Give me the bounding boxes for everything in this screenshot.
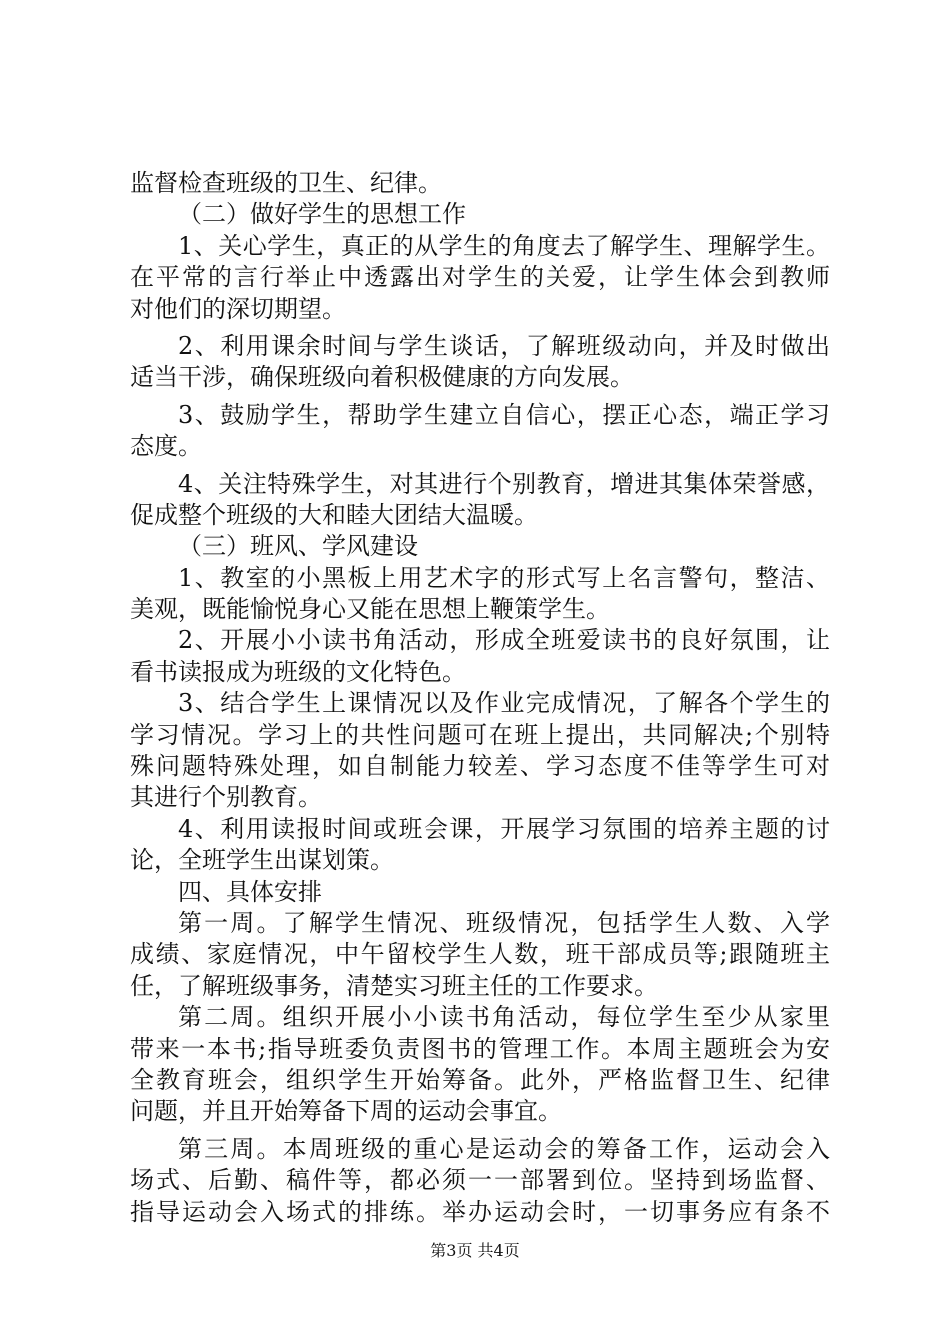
text-line: 1、关心学生，真正的从学生的角度去了解学生、理解学生。	[178, 231, 830, 260]
text-line: 第三周。本周班级的重心是运动会的筹备工作，运动会入	[178, 1134, 830, 1163]
text-line: 4、关注特殊学生，对其进行个别教育，增进其集体荣誉感，	[178, 469, 830, 498]
text-line: 3、鼓励学生，帮助学生建立自信心，摆正心态，端正学习	[178, 400, 830, 429]
text-line: 第一周。了解学生情况、班级情况，包括学生人数、入学	[178, 908, 830, 937]
text-line: 态度。	[130, 432, 202, 461]
text-line: 看书读报成为班级的文化特色。	[130, 657, 466, 686]
text-line: 4、利用读报时间或班会课，开展学习氛围的培养主题的讨	[178, 814, 830, 843]
text-line: 成绩、家庭情况，中午留校学生人数，班干部成员等;跟随班主	[130, 940, 830, 969]
text-line: 美观，既能愉悦身心又能在思想上鞭策学生。	[130, 595, 610, 624]
text-line: 全教育班会，组织学生开始筹备。此外，严格监督卫生、纪律	[130, 1065, 830, 1094]
text-line: 论，全班学生出谋划策。	[130, 846, 394, 875]
text-line: 对他们的深切期望。	[130, 294, 346, 323]
text-line: 适当干涉，确保班级向着积极健康的方向发展。	[130, 363, 634, 392]
text-line: 其进行个别教育。	[130, 783, 322, 812]
text-line: 指导运动会入场式的排练。举办运动会时，一切事务应有条不	[130, 1197, 830, 1226]
text-line: 监督检查班级的卫生、纪律。	[130, 169, 442, 197]
text-line: 问题，并且开始筹备下周的运动会事宜。	[130, 1097, 562, 1126]
text-line: 2、开展小小读书角活动，形成全班爱读书的良好氛围，让	[178, 626, 830, 655]
text-line: 场式、后勤、稿件等，都必须一一部署到位。坚持到场监督、	[130, 1166, 830, 1195]
page-number-footer: 第3页 共4页	[430, 1241, 520, 1260]
text-line: 殊问题特殊处理，如自制能力较差、学习态度不佳等学生可对	[130, 752, 830, 781]
section-heading-4: 四、具体安排	[178, 877, 322, 906]
text-line: 1、教室的小黑板上用艺术字的形式写上名言警句，整洁、	[178, 563, 830, 592]
section-heading-3: （三）班风、学风建设	[178, 532, 418, 561]
text-line: 任，了解班级事务，清楚实习班主任的工作要求。	[130, 971, 658, 1000]
text-line: 学习情况。学习上的共性问题可在班上提出，共同解决;个别特	[130, 720, 830, 749]
document-body	[130, 168, 830, 1228]
text-line: 带来一本书;指导班委负责图书的管理工作。本周主题班会为安	[130, 1034, 830, 1063]
text-line: 3、结合学生上课情况以及作业完成情况，了解各个学生的	[178, 689, 830, 718]
section-heading-2: （二）做好学生的思想工作	[178, 200, 466, 229]
text-line: 2、利用课余时间与学生谈话，了解班级动向，并及时做出	[178, 331, 830, 360]
text-line: 第二周。组织开展小小读书角活动，每位学生至少从家里	[178, 1003, 830, 1032]
text-line: 促成整个班级的大和睦大团结大温暖。	[130, 500, 538, 529]
text-line: 在平常的言行举止中透露出对学生的关爱，让学生体会到教师	[130, 263, 830, 292]
